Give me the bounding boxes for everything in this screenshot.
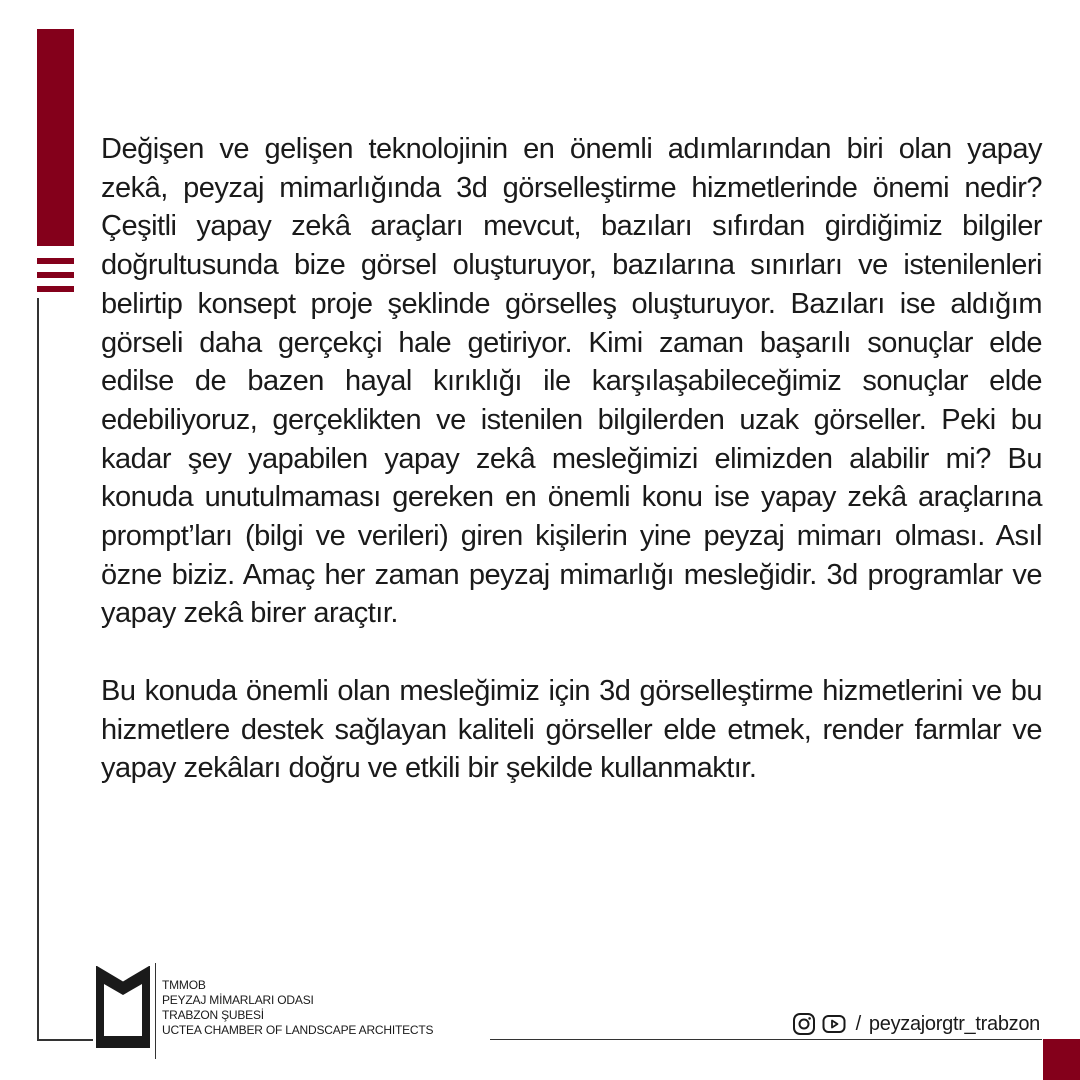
accent-stripe [37,272,74,278]
social-handle-row [792,1012,1040,1036]
article-body [101,130,1042,788]
org-name-line: PEYZAJ MİMARLARI ODASI [162,993,314,1007]
article-paragraph: Bu konuda önemli olan mesleğimiz için 3d görselleştirme hizmetlerini ve bu hizmetlere destek sağlayan kaliteli görseller elde etmek, render farmlar ve yapay zekâları doğru ve etkili bir şekilde kullanmaktır. [101,674,1042,785]
accent-bar-top [37,29,74,246]
logo-divider [155,963,156,1059]
org-name-line: TRABZON ŞUBESİ [162,1008,264,1022]
frame-line-bottom [37,1039,93,1041]
organization-info [162,978,433,1038]
social-handle-link[interactable]: peyzajorgtr_trabzon [868,1012,1040,1035]
article-paragraph: Değişen ve gelişen teknolojinin en önemli adımlarından biri olan yapay zekâ, peyzaj mimarlığında 3d görselleştirme hizmetlerinde önemi nedir? Çeşitli yapay zekâ araçları mevcut, bazıları sıfırdan girdiğimiz bilgiler doğrultusunda bize görsel oluşturuyor, bazılarına sınırları ve istenilenleri belirtip konsept proje şeklinde görselleş oluşturuyor. Bazıları ise aldığım görseli daha gerçekçi hale getiriyor. Kimi zaman başarılı sonuçlar elde edilse de bazen hayal kırıklığı ile karşılaşabileceğimiz sonuçlar elde edebiliyoruz, gerçeklikten ve istenilen bilgilerden uzak görseller. Peki bu kadar şey yapabilen yapay zekâ mesleğimizi elimizden alabilir mi? Bu konuda unutulmaması gereken en önemli konu ise yapay zekâ araçlarına prompt’ları (bilgi ve verileri) giren kişilerin yine peyzaj mimarı olması. Asıl özne biziz. Amaç her zaman peyzaj mimarlığı mesleğidir. 3d programlar ve yapay zekâ birer araçtır. [101,133,1042,630]
frame-line-left [37,298,39,1040]
org-name-line: TMMOB [162,978,206,992]
youtube-icon[interactable] [822,1012,846,1036]
social-separator: / [855,1012,861,1035]
accent-stripe [37,286,74,292]
frame-line-bottom [490,1039,1042,1040]
accent-stripe [37,258,74,264]
accent-square-corner [1043,1039,1080,1080]
chamber-logo [96,966,150,1048]
org-name-line: UCTEA CHAMBER OF LANDSCAPE ARCHITECTS [162,1023,434,1037]
instagram-icon[interactable] [792,1012,816,1036]
